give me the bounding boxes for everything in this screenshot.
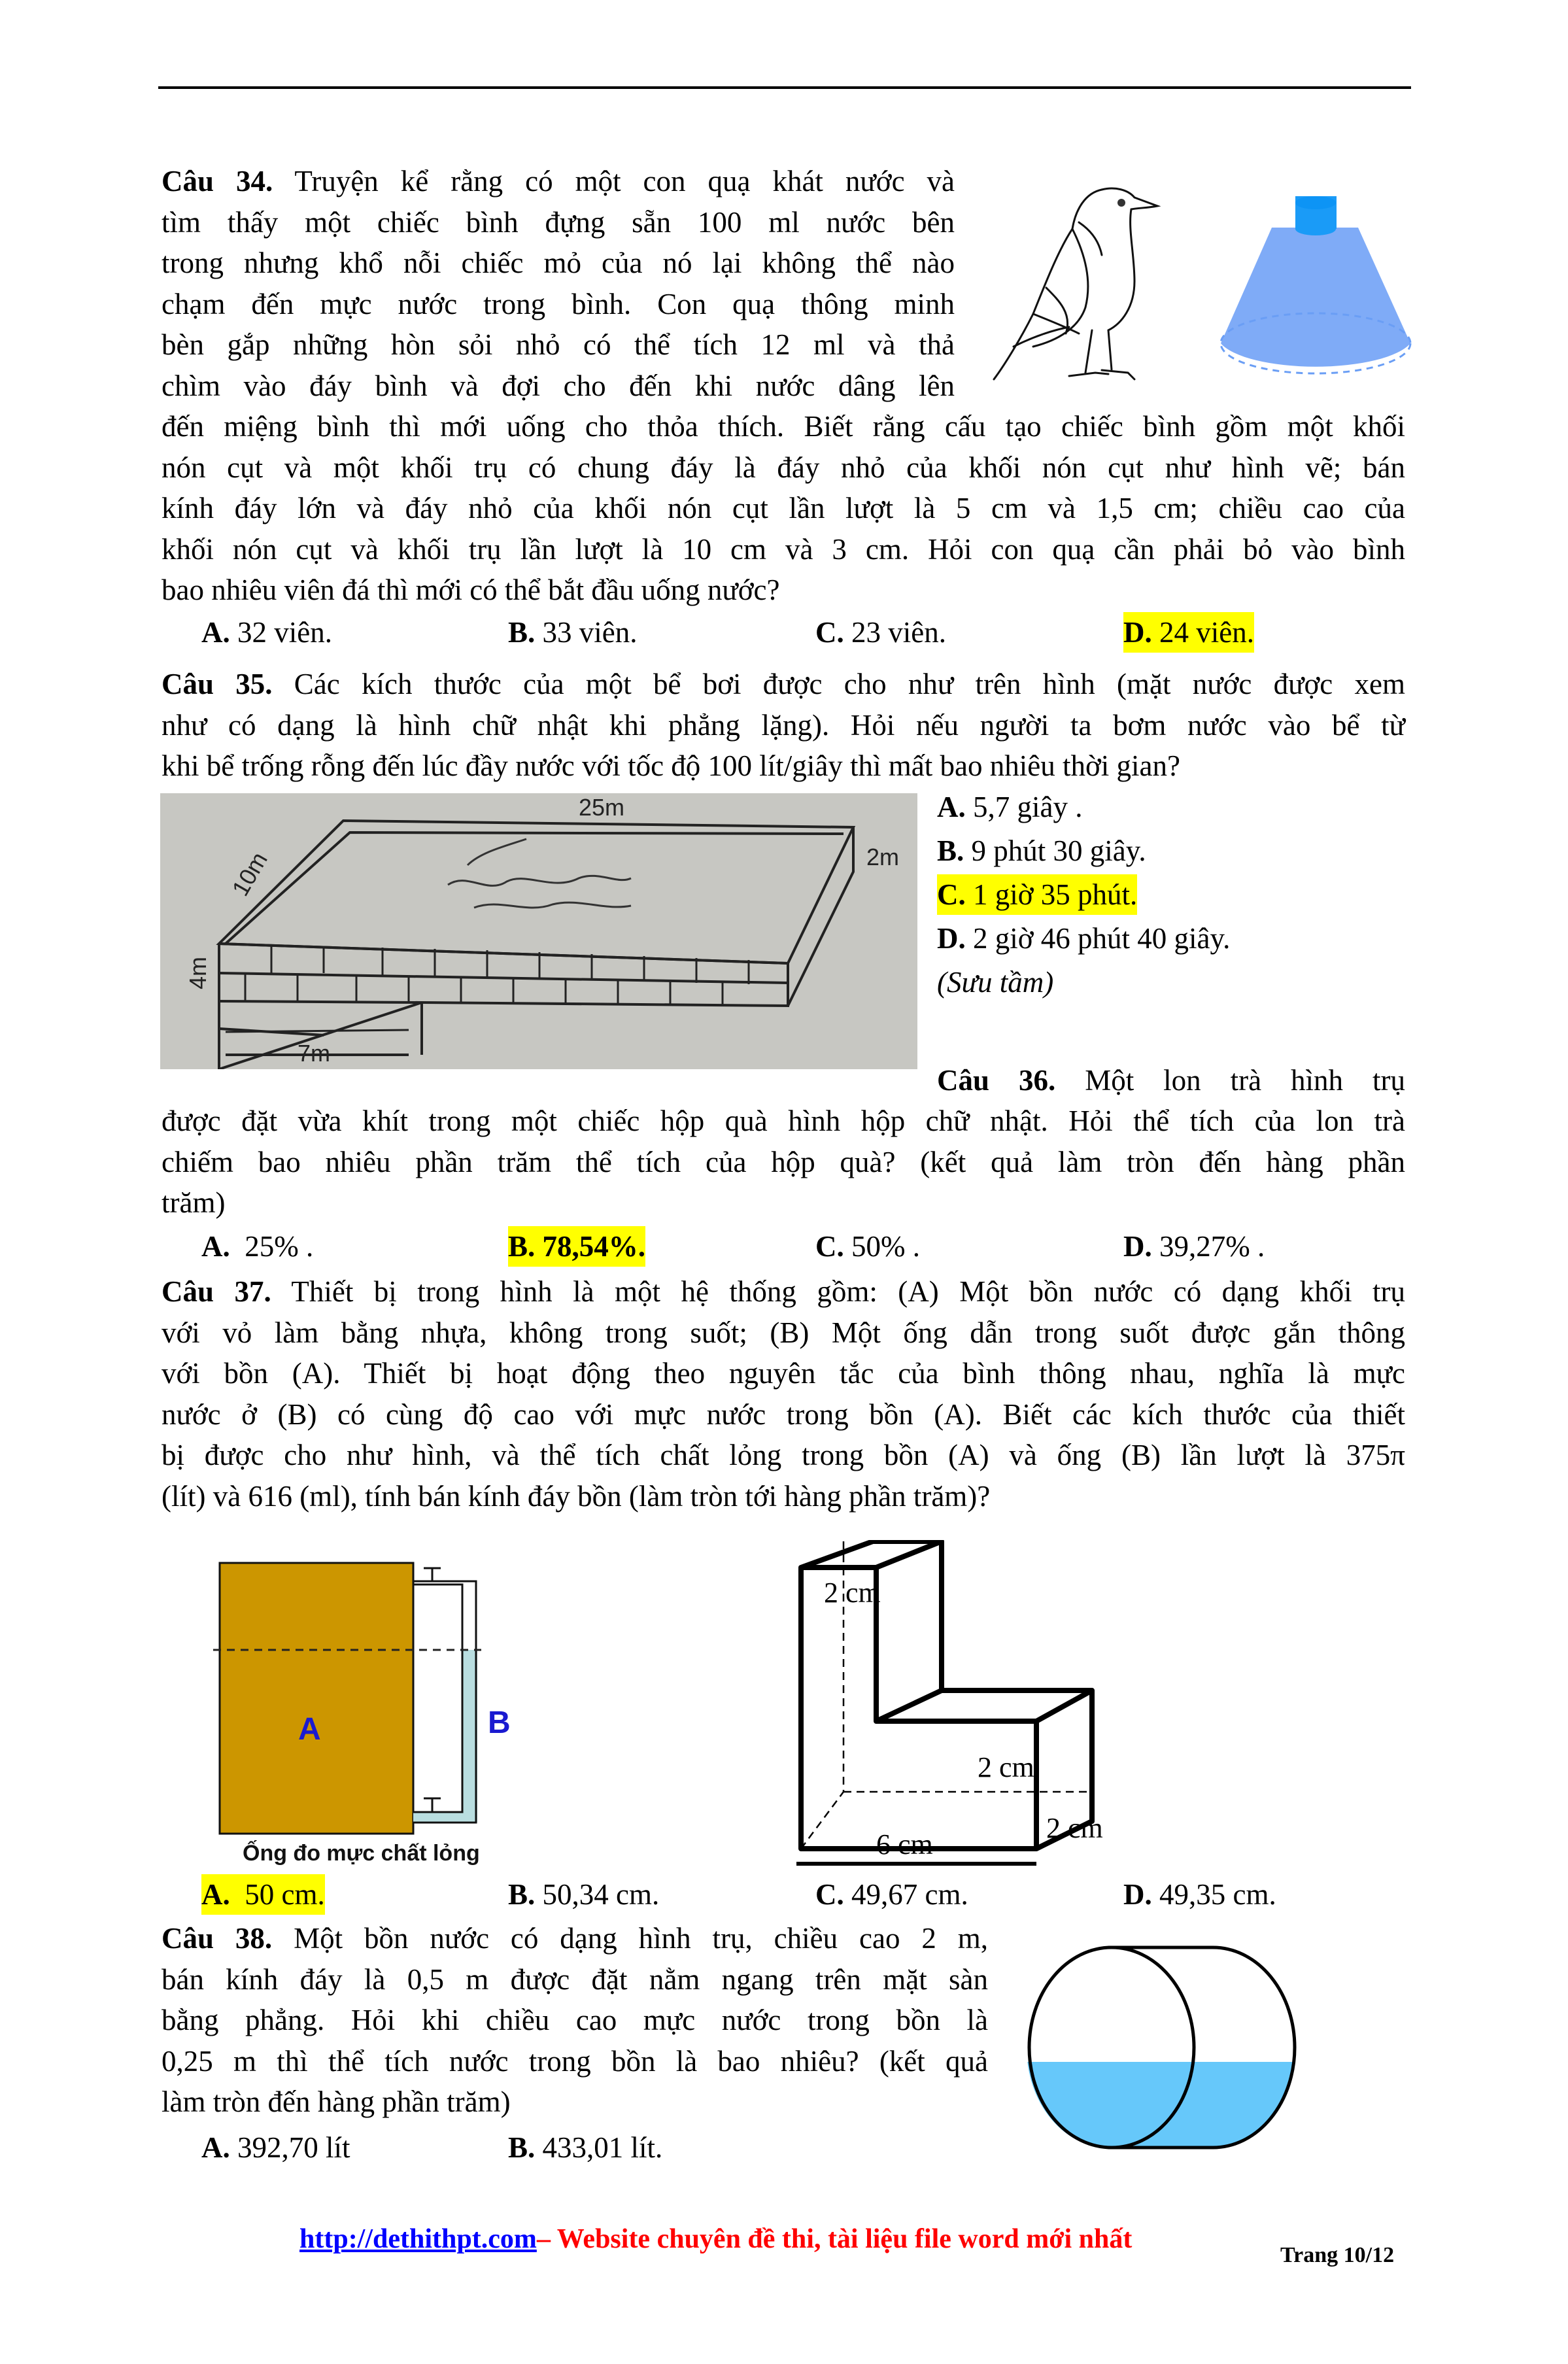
q36-option-d[interactable] [1123,1226,1265,1267]
text-line: trăm) [162,1186,226,1219]
option-key: A. [201,616,230,649]
label-length: 25m [579,794,625,821]
option-text: 78,54%. [535,1230,646,1263]
label-mid-height: 2 cm [978,1751,1034,1783]
option-text: 25% . [230,1230,314,1263]
text-line: nước ở (B) có cùng độ cao với mực nước trong bồn (A). Biết các kích thước của thiết [162,1397,1405,1431]
pool-diagram [160,793,917,1069]
text-line: Một bồn nước có dạng hình trụ, chiều cao 2 m, [294,1922,989,1955]
question-label: Câu 36. [937,1064,1056,1097]
text-line: tìm thấy một chiếc bình đựng sẵn 100 ml nước bên [162,205,955,239]
option-text: 49,67 cm. [844,1878,968,1911]
option-text: 50 cm. [230,1878,325,1911]
option-text: 9 phút 30 giây. [964,834,1146,867]
question-35 [162,664,1405,787]
option-text: 5,7 giây . [965,791,1083,823]
text-line: đến miệng bình thì mới uống cho thỏa thích. Biết rằng cấu tạo chiếc bình gồm một khối [162,410,1405,443]
option-key: B. [508,1230,536,1263]
page-number: Trang 10/12 [1280,2243,1395,2267]
text-line: bị được cho như hình, và thể tích chất lỏng trong bồn (A) và ống (B) lần lượt là 375π [162,1439,1405,1471]
option-key: B. [508,2131,536,2164]
question-label: Câu 34. [162,165,273,197]
horizontal-cylinder-diagram [1020,1942,1308,2158]
q35-option-c-correct[interactable] [937,874,1137,915]
crow-eye [1117,199,1125,207]
option-key: C. [815,616,844,649]
option-text: 32 viên. [230,616,332,649]
tank-diagram [200,1543,514,1870]
q37-option-a-correct[interactable] [201,1874,325,1915]
q38-option-b[interactable] [508,2127,662,2168]
text-line: bán kính đáy là 0,5 m được đặt nằm ngang trên mặt sàn [162,1962,988,1996]
option-text: 433,01 lít. [535,2131,663,2164]
q36-option-a[interactable] [201,1226,313,1267]
footer-tagline: – Website chuyên đề thi, tài liệu file word mới nhất [537,2224,1133,2254]
water-fill [1020,2062,1308,2158]
label-width: 10m [226,847,273,900]
option-key: A. [937,791,966,823]
q35-option-d[interactable] [937,918,1230,959]
option-key: C. [815,1878,844,1911]
text-line: bèn gắp những hòn sỏi nhỏ có thể tích 12 ml và thả [162,328,955,361]
flask-diagram [1213,196,1416,386]
question-38 [162,1918,988,2123]
option-key: A. [201,2131,230,2164]
option-text: 23 viên. [844,616,946,649]
crow-illustration [987,183,1203,392]
q36-option-c[interactable] [815,1226,920,1267]
option-text: 24 viên. [1151,616,1254,649]
text-line: Các kích thước của một bể bơi được cho như trên hình (mặt nước được xem [294,668,1405,700]
option-key: D. [1123,616,1152,649]
text-line: được đặt vừa khít trong một chiếc hộp quà hình hộp chữ nhật. Hỏi thể tích của lon trà [162,1105,1405,1137]
question-34 [162,161,955,406]
question-label: Câu 35. [162,668,273,700]
q36-option-b-correct[interactable] [508,1226,645,1267]
text-line: trong nhưng khổ nỗi chiếc mỏ của nó lại không thể nào [162,247,955,279]
text-line: bằng phẳng. Hỏi khi chiều cao mực nước trong bồn là [162,2004,988,2036]
option-key: C. [815,1230,844,1263]
label-shallow-depth: 2m [866,844,900,870]
label-depth: 2 cm [1046,1812,1103,1844]
text-line: Truyện kể rằng có một con quạ khát nước và [294,165,955,197]
text-line: nón cụt và một khối trụ có chung đáy là đáy nhỏ của khối nón cụt như hình vẽ; bán [162,451,1405,484]
question-label: Câu 38. [162,1922,273,1955]
q34-option-d-correct[interactable] [1123,612,1254,653]
tank-caption: Ống đo mực chất lỏng [243,1841,480,1866]
option-key: A. [201,1878,230,1911]
question-36 [162,1101,1405,1224]
label-base-length: 6 cm [876,1828,933,1860]
text-line: làm tròn đến hàng phần trăm) [162,2085,511,2118]
q38-option-a[interactable] [201,2127,350,2168]
frustum-body [1221,228,1410,367]
q34-option-b[interactable] [508,612,638,653]
option-text: 2 giờ 46 phút 40 giây. [965,922,1231,955]
text-line: 0,25 m thì thể tích nước trong bồn là bao nhiêu? (kết quả [162,2044,988,2078]
option-text: 1 giờ 35 phút. [965,878,1138,911]
option-text: 50,34 cm. [535,1878,660,1911]
option-text: 39,27% . [1151,1230,1265,1263]
header-rule [158,86,1411,89]
text-line: với vỏ làm bằng nhựa, không trong suốt; (B) Một ống dẫn trong suốt được gắn thông [162,1316,1405,1349]
option-key: B. [508,616,536,649]
footer-link[interactable]: http://dethithpt.com [299,2224,537,2254]
text-line: khối nón cụt và khối trụ lần lượt là 10 cm và 3 cm. Hỏi con quạ cần phải bỏ vào bình [162,532,1405,566]
option-text: 50% . [844,1230,920,1263]
text-line: Thiết bị trong hình là một hệ thống gồm: (A) Một bồn nước có dạng khối trụ [291,1275,1406,1308]
text-line: chạm đến mực nước trong bình. Con quạ thông minh [162,287,955,320]
tank-a [220,1563,413,1834]
question-34-continued [162,406,1405,611]
option-text: 33 viên. [535,616,638,649]
label-b: B [488,1705,511,1740]
option-text: 392,70 lít [230,2131,350,2164]
text-line: Một lon trà hình trụ [1085,1064,1406,1097]
question-37 [162,1271,1405,1516]
text-line: bao nhiêu viên đá thì mới có thể bắt đầu uống nước? [162,574,780,606]
option-key: B. [937,834,964,867]
text-line: chiếm bao nhiêu phần trăm thể tích của hộp quà? (kết quả làm tròn đến hàng phần [162,1145,1405,1178]
q34-option-a[interactable] [201,612,332,653]
option-key: C. [937,878,966,911]
text-line: kính đáy lớn và đáy nhỏ của khối nón cụt lần lượt là 5 cm và 1,5 cm; chiều cao của [162,492,1405,524]
q37-option-d[interactable] [1123,1874,1276,1915]
text-line: (lít) và 616 (ml), tính bán kính đáy bồn (làm tròn tới hàng phần trăm)? [162,1479,991,1513]
label-a: A [298,1712,321,1747]
text-line: chìm vào đáy bình và đợi cho đến khi nước dâng lên [162,369,955,402]
option-text: 49,35 cm. [1151,1878,1276,1911]
text-line: khi bể trống rỗng đến lúc đầy nước với tốc độ 100 lít/giây thì mất bao nhiêu thời gian? [162,749,1180,782]
q34-option-c[interactable] [815,612,946,653]
question-36-first-line [937,1060,1405,1101]
label-top-height: 2 cm [824,1577,881,1609]
option-key: D. [937,922,966,955]
q35-option-b[interactable] [937,831,1146,871]
label-slope-length: 7m [298,1040,331,1067]
label-deep-depth: 4m [184,956,211,989]
option-key: A. [201,1230,230,1263]
q37-option-b[interactable] [508,1874,659,1915]
text-line: như có dạng là hình chữ nhật khi phẳng lặng). Hỏi nếu người ta bơm nước vào bể từ [162,708,1405,742]
q37-option-c[interactable] [815,1874,968,1915]
source-note: (Sưu tầm) [937,966,1054,999]
option-key: D. [1123,1878,1152,1911]
option-key: D. [1123,1230,1152,1263]
l-shape-diagram [778,1540,1288,1867]
question-label: Câu 37. [162,1275,271,1308]
tube-inner [413,1585,462,1812]
q35-option-a[interactable] [937,787,1082,827]
option-key: B. [508,1878,536,1911]
text-line: với bồn (A). Thiết bị hoạt động theo nguyên tắc của bình thông nhau, nghĩa là mực [162,1357,1405,1390]
